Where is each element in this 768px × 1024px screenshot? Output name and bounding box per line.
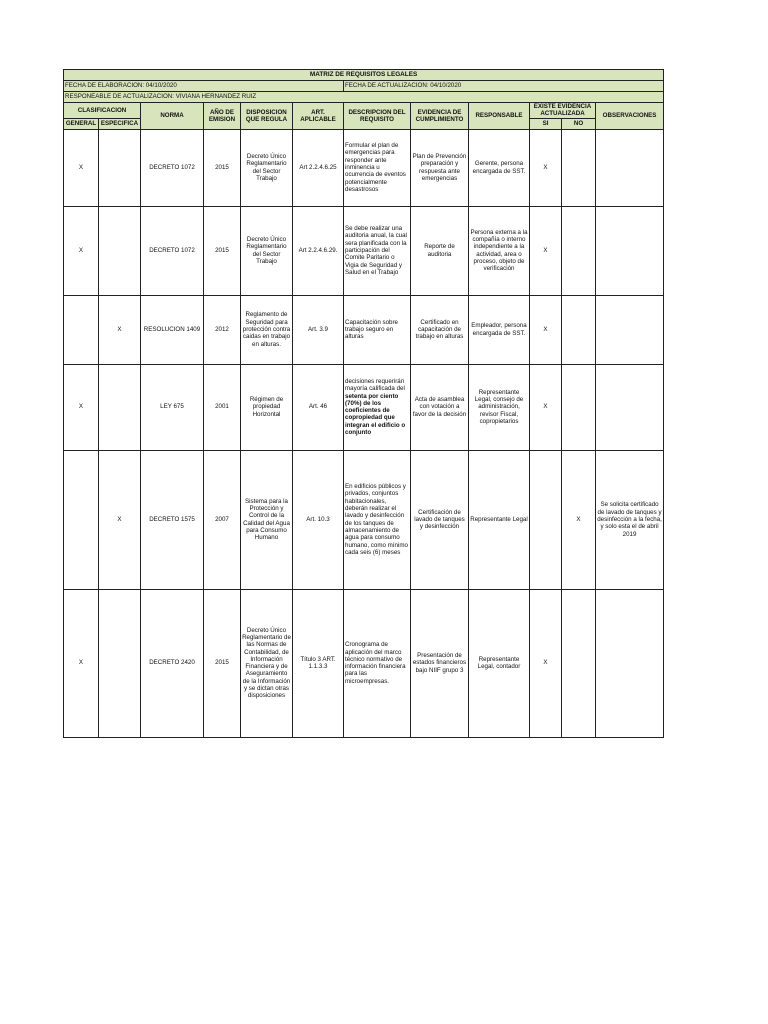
- cell-especifica: [99, 129, 141, 206]
- cell-si: X: [530, 589, 562, 737]
- cell-descripcion: Capacitación sobre trabajo seguro en alturas: [344, 295, 411, 364]
- cell-responsable: Empleador, persona encargada de SST.: [469, 295, 530, 364]
- table-row: [64, 364, 664, 450]
- header-responsable: RESPONSABLE: [469, 103, 530, 130]
- cell-evidencia: Acta de asamblea con votación a favor de la decisión: [411, 364, 469, 450]
- matrix-table: [63, 69, 664, 738]
- cell-responsable: Gerente, persona encargada de SST.: [469, 129, 530, 206]
- cell-responsable: Representante Legal, contador: [469, 589, 530, 737]
- cell-general: X: [64, 206, 99, 295]
- cell-responsable: Persona externa a la compañía o interno independiente a la actividad, area o proceso, objeto de verificación: [469, 206, 530, 295]
- header-general: GENERAL: [64, 118, 99, 129]
- descripcion-text: decisiones requerirán mayoría calificada del: [345, 377, 405, 393]
- cell-responsable: Representante Legal: [469, 450, 530, 589]
- cell-disposicion: Sistema para la Protección y Control de la Calidad del Agua para Consumo Humano: [241, 450, 293, 589]
- cell-anio: 2007: [204, 450, 241, 589]
- header-especifica: ESPECIFICA: [99, 118, 141, 129]
- legal-requirements-matrix: [63, 69, 663, 738]
- cell-no: [562, 589, 596, 737]
- header-norma: NORMA: [141, 103, 204, 130]
- cell-observaciones: Se solicita certificado de lavado de tanques y desinfección a la fecha, y solo esta el de abril 2019: [596, 450, 664, 589]
- cell-especifica: X: [99, 450, 141, 589]
- cell-si: [530, 450, 562, 589]
- cell-general: X: [64, 129, 99, 206]
- cell-observaciones: [596, 295, 664, 364]
- cell-disposicion: Decreto Único Reglamentario de las Normas de Contabilidad, de Información Financiera y de Aseguramiento de la Información y se dictan otras disposiciones: [241, 589, 293, 737]
- cell-anio: 2015: [204, 206, 241, 295]
- cell-art: Título 3 ART. 1.1.3.3: [293, 589, 344, 737]
- cell-evidencia: Presentación de estados financieros bajo NIIF grupo 3: [411, 589, 469, 737]
- cell-general: X: [64, 364, 99, 450]
- cell-evidencia: Certificación de lavado de tanques y desinfección: [411, 450, 469, 589]
- cell-no: [562, 364, 596, 450]
- cell-art: Art. 3.9: [293, 295, 344, 364]
- cell-descripcion: [344, 364, 411, 450]
- table-row: [64, 295, 664, 364]
- cell-disposicion: Reglamento de Seguridad para protección contra caidas en trabajo en alturas.: [241, 295, 293, 364]
- table-row: [64, 450, 664, 589]
- header-clasificacion: CLASIFICACION: [64, 103, 141, 119]
- cell-anio: 2015: [204, 589, 241, 737]
- cell-responsable: Representante Legal, consejo de administración, revisor Fiscal, copropietarios: [469, 364, 530, 450]
- cell-art: Art. 46: [293, 364, 344, 450]
- cell-norma: RESOLUCION 1409: [141, 295, 204, 364]
- cell-norma: DECRETO 2420: [141, 589, 204, 737]
- cell-evidencia: Reporte de auditoria: [411, 206, 469, 295]
- header-art: ART. APLICABLE: [293, 103, 344, 130]
- header-disposicion: DISPOSICION QUE REGULA: [241, 103, 293, 130]
- cell-norma: DECRETO 1072: [141, 206, 204, 295]
- descripcion-bold-text: setenta por ciento (70%) de los coeficientes de copropiedad que integran el edificio o conjunto: [345, 392, 406, 437]
- matrix-title: MATRIZ DE REQUISITOS LEGALES: [64, 70, 664, 81]
- cell-art: Art 2.2.4.6.29.: [293, 206, 344, 295]
- cell-evidencia: Certificado en capacitación de trabajo en alturas: [411, 295, 469, 364]
- cell-no: X: [562, 450, 596, 589]
- cell-anio: 2012: [204, 295, 241, 364]
- fecha-actualizacion: FECHA DE ACTUALIZACION: 04/10/2020: [344, 81, 664, 92]
- cell-descripcion: Se debe realizar una auditoria anual, la cual sera planificada con la participación del Comite Paritario o Vigia de Seguridad y Salud en el Trabajo: [344, 206, 411, 295]
- cell-no: [562, 206, 596, 295]
- cell-art: Art. 10.3: [293, 450, 344, 589]
- cell-especifica: [99, 206, 141, 295]
- cell-descripcion: En edificios públicos y privados, conjuntos habitacionales, deberán realizar el lavado y desinfección de los tanques de almacenamiento de agua para consumo humano, como mínimo cada seis (6) meses: [344, 450, 411, 589]
- cell-no: [562, 295, 596, 364]
- header-evidencia: EVIDENCIA DE CUMPLIMIENTO: [411, 103, 469, 130]
- cell-norma: LEY 675: [141, 364, 204, 450]
- cell-descripcion: Formular el plan de emergencias para responder ante inminencia u ocurrencia de eventos potencialmente desastrosos: [344, 129, 411, 206]
- cell-especifica: [99, 589, 141, 737]
- cell-si: X: [530, 129, 562, 206]
- table-row: [64, 206, 664, 295]
- cell-anio: 2001: [204, 364, 241, 450]
- cell-no: [562, 129, 596, 206]
- cell-norma: DECRETO 1072: [141, 129, 204, 206]
- cell-observaciones: [596, 589, 664, 737]
- cell-disposicion: Régimen de propiedad Horizontal: [241, 364, 293, 450]
- cell-observaciones: [596, 206, 664, 295]
- cell-especifica: X: [99, 295, 141, 364]
- cell-si: X: [530, 206, 562, 295]
- fecha-elaboracion: FECHA DE ELABORACION: 04/10/2020: [64, 81, 344, 92]
- cell-art: Art 2.2.4.6.25: [293, 129, 344, 206]
- header-si: SI: [530, 118, 562, 129]
- header-descripcion: DESCRIPCION DEL REQUISITO: [344, 103, 411, 130]
- cell-disposicion: Decreto Único Reglamentario del Sector Trabajo: [241, 129, 293, 206]
- responsable-actualizacion: RESPONEABLE DE ACTUALIZACION: VIVIANA HERNANDEZ RUIZ: [64, 92, 664, 103]
- cell-si: X: [530, 364, 562, 450]
- cell-observaciones: [596, 129, 664, 206]
- header-anio: AÑO DE EMISION: [204, 103, 241, 130]
- header-existe-evidencia: EXISTE EVIDENCIA ACTUALIZADA: [530, 103, 596, 119]
- cell-anio: 2015: [204, 129, 241, 206]
- table-row: [64, 129, 664, 206]
- cell-descripcion: Cronograma de aplicación del marco técnico normativo de información financiera para las microempresas.: [344, 589, 411, 737]
- cell-general: X: [64, 589, 99, 737]
- cell-evidencia: Plan de Prevención preparación y respuesta ante emergencias: [411, 129, 469, 206]
- cell-general: [64, 295, 99, 364]
- cell-norma: DECRETO 1575: [141, 450, 204, 589]
- cell-disposicion: Decreto Único Reglamentario del Sector Trabajo: [241, 206, 293, 295]
- cell-especifica: [99, 364, 141, 450]
- header-observaciones: OBSERVACIONES: [596, 103, 664, 130]
- cell-si: X: [530, 295, 562, 364]
- header-no: NO: [562, 118, 596, 129]
- cell-observaciones: [596, 364, 664, 450]
- cell-general: [64, 450, 99, 589]
- table-row: [64, 589, 664, 737]
